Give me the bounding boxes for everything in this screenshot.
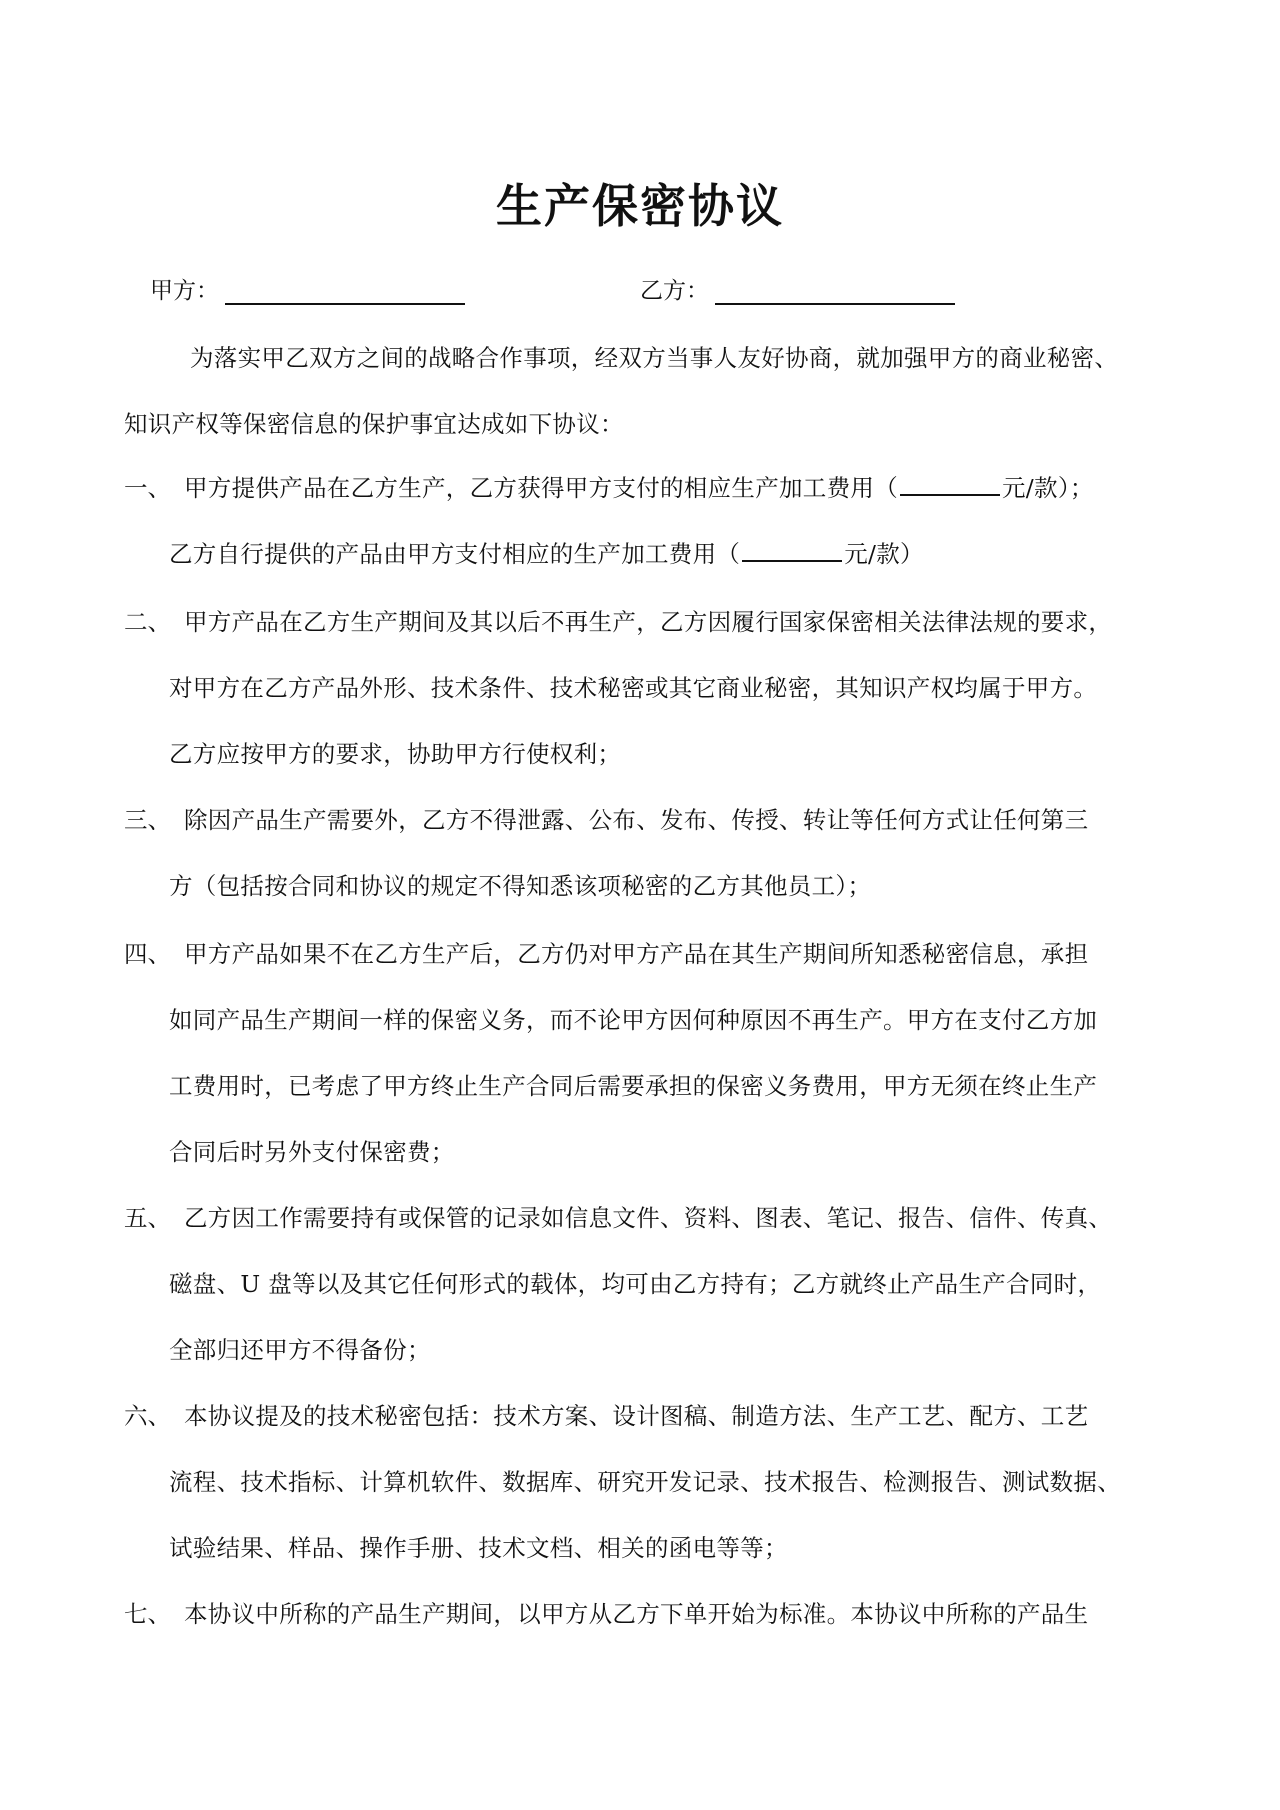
intro-line: 为落实甲乙双方之间的战略合作事项，经双方当事人友好协商，就加强甲方的商业秘密、 [190, 344, 1119, 372]
document-title: 生产保密协议 [496, 179, 784, 233]
clause-number: 七、 [124, 1600, 171, 1628]
clause-line: 甲方产品如果不在乙方生产后，乙方仍对甲方产品在其生产期间所知悉秘密信息，承担 [184, 940, 1089, 968]
clause-line: 全部归还甲方不得备份； [169, 1336, 431, 1364]
clause-line: 乙方因工作需要持有或保管的记录如信息文件、资料、图表、笔记、报告、信件、传真、 [184, 1204, 1113, 1232]
clause-text: 元/款） [844, 540, 924, 568]
clause-line [184, 472, 1094, 504]
party-b-blank[interactable] [715, 279, 955, 305]
clause-number: 五、 [124, 1204, 171, 1232]
clause-line: 方（包括按合同和协议的规定不得知悉该项秘密的乙方其他员工）； [169, 872, 872, 900]
party-row [0, 272, 1280, 312]
price-blank[interactable] [742, 538, 842, 562]
party-b-label: 乙方： [640, 278, 709, 304]
clause-line: 本协议中所称的产品生产期间，以甲方从乙方下单开始为标准。本协议中所称的产品生 [184, 1600, 1089, 1628]
clause-line: 对甲方在乙方产品外形、技术条件、技术秘密或其它商业秘密，其知识产权均属于甲方。 [169, 674, 1098, 702]
clause-line: 甲方产品在乙方生产期间及其以后不再生产，乙方因履行国家保密相关法律法规的要求， [184, 608, 1113, 636]
clause-number: 六、 [124, 1402, 171, 1430]
party-a-blank[interactable] [225, 279, 465, 305]
clause-line: 本协议提及的技术秘密包括：技术方案、设计图稿、制造方法、生产工艺、配方、工艺 [184, 1402, 1089, 1430]
clause-number: 一、 [124, 474, 171, 502]
clause-line: 试验结果、样品、操作手册、技术文档、相关的函电等等； [169, 1534, 788, 1562]
party-a [150, 272, 465, 305]
clause-text: 元/款）； [1002, 474, 1094, 502]
clause-text: 甲方提供产品在乙方生产，乙方获得甲方支付的相应生产加工费用（ [184, 474, 898, 502]
clause-line: 工费用时，已考虑了甲方终止生产合同后需要承担的保密义务费用，甲方无须在终止生产 [169, 1072, 1098, 1100]
clause-line: 合同后时另外支付保密费； [169, 1138, 455, 1166]
clause-text: 乙方自行提供的产品由甲方支付相应的生产加工费用（ [169, 540, 741, 568]
party-a-label: 甲方： [150, 278, 219, 304]
party-b [640, 272, 955, 305]
clause-number: 三、 [124, 806, 171, 834]
clause-line: 除因产品生产需要外，乙方不得泄露、公布、发布、传授、转让等任何方式让任何第三 [184, 806, 1089, 834]
clause-number: 二、 [124, 608, 171, 636]
clause-line [169, 538, 924, 570]
clause-line: 磁盘、U 盘等以及其它任何形式的载体，均可由乙方持有；乙方就终止产品生产合同时， [169, 1270, 1102, 1298]
clause-line: 流程、技术指标、计算机软件、数据库、研究开发记录、技术报告、检测报告、测试数据、 [169, 1468, 1121, 1496]
clause-line: 乙方应按甲方的要求，协助甲方行使权利； [169, 740, 622, 768]
clause-number: 四、 [124, 940, 171, 968]
price-blank[interactable] [900, 472, 1000, 496]
intro-line: 知识产权等保密信息的保护事宜达成如下协议： [124, 410, 624, 438]
clause-line: 如同产品生产期间一样的保密义务，而不论甲方因何种原因不再生产。甲方在支付乙方加 [169, 1006, 1098, 1034]
